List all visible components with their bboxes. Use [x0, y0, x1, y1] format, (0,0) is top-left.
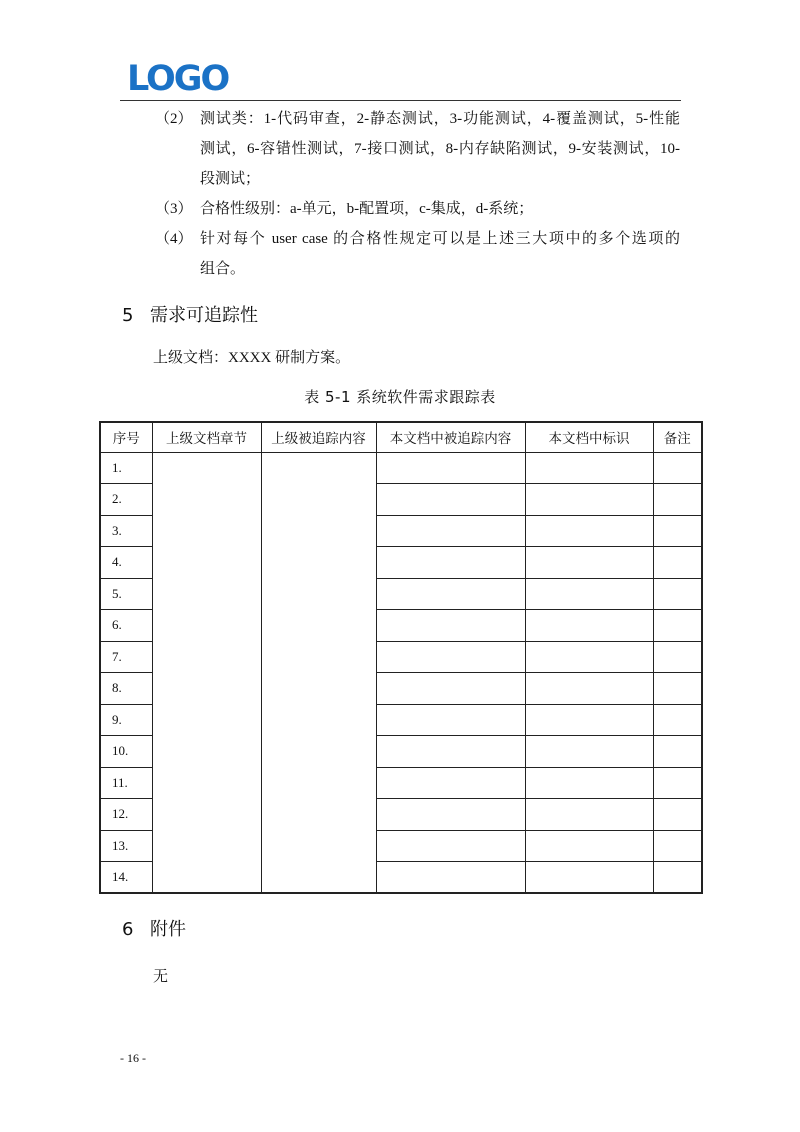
- row-number: 7.: [100, 641, 152, 673]
- cell-remark: [653, 704, 702, 736]
- row-number: 9.: [100, 704, 152, 736]
- cell-traced-content: [376, 736, 525, 768]
- row-number: 8.: [100, 673, 152, 705]
- row-number: 10.: [100, 736, 152, 768]
- cell-traced-content: [376, 547, 525, 579]
- cell-identifier: [525, 830, 653, 862]
- list-item-line: 测试类：1-代码审查，2-静态测试，3-功能测试，4-覆盖测试，5-性能: [200, 111, 680, 127]
- header-this-doc-traced-content: 本文档中被追踪内容: [376, 422, 525, 452]
- row-number: 5.: [100, 578, 152, 610]
- cell-identifier: [525, 799, 653, 831]
- cell-remark: [653, 484, 702, 516]
- logo: LOGO: [127, 59, 229, 99]
- cell-identifier: [525, 547, 653, 579]
- upper-document-paragraph: 上级文档：XXXX 研制方案。: [153, 350, 351, 366]
- cell-remark: [653, 578, 702, 610]
- cell-traced-content: [376, 452, 525, 484]
- list-item-text: [200, 194, 680, 224]
- cell-traced-content: [376, 610, 525, 642]
- list-item-line: 组合。: [200, 261, 246, 277]
- list-item-line: 段测试；: [200, 171, 261, 187]
- cell-remark: [653, 641, 702, 673]
- cell-remark: [653, 452, 702, 484]
- cell-identifier: [525, 767, 653, 799]
- row-number: 6.: [100, 610, 152, 642]
- header-seq: 序号: [100, 422, 152, 452]
- table-header-row: [100, 422, 702, 452]
- section-title: 需求可追踪性: [150, 305, 258, 326]
- cell-remark: [653, 830, 702, 862]
- list-item-line: 合格性级别：a-单元，b-配置项，c-集成，d-系统；: [200, 201, 534, 217]
- table-caption: 表 5-1 系统软件需求跟踪表: [304, 388, 496, 406]
- list-item-line: 针对每个 user case 的合格性规定可以是上述三大项中的多个选项的: [200, 231, 680, 247]
- cell-identifier: [525, 484, 653, 516]
- cell-identifier: [525, 673, 653, 705]
- section-title: 附件: [150, 919, 186, 940]
- test-criteria-list: [155, 104, 680, 284]
- requirements-trace-table: [99, 421, 703, 894]
- list-item: [155, 104, 680, 194]
- list-item: [155, 224, 680, 284]
- cell-upper-doc-section: [152, 452, 261, 893]
- table-row: [100, 452, 702, 484]
- cell-identifier: [525, 736, 653, 768]
- cell-traced-content: [376, 673, 525, 705]
- cell-remark: [653, 547, 702, 579]
- cell-identifier: [525, 641, 653, 673]
- cell-upper-traced-content: [261, 452, 376, 893]
- cell-identifier: [525, 704, 653, 736]
- header-upper-doc-section: 上级文档章节: [152, 422, 261, 452]
- row-number: 11.: [100, 767, 152, 799]
- cell-traced-content: [376, 515, 525, 547]
- section-number: 5: [122, 305, 134, 326]
- header-this-doc-identifier: 本文档中标识: [525, 422, 653, 452]
- cell-remark: [653, 610, 702, 642]
- header-rule: [120, 100, 681, 101]
- header-upper-traced-content: 上级被追踪内容: [261, 422, 376, 452]
- cell-traced-content: [376, 862, 525, 894]
- row-number: 3.: [100, 515, 152, 547]
- list-item-line: 测试，6-容错性测试，7-接口测试，8-内存缺陷测试，9-安装测试，10-: [200, 141, 680, 157]
- list-item-text: [200, 104, 680, 194]
- cell-identifier: [525, 610, 653, 642]
- list-item-marker: （4）: [155, 231, 193, 247]
- section-number: 6: [122, 919, 134, 940]
- cell-traced-content: [376, 484, 525, 516]
- row-number: 2.: [100, 484, 152, 516]
- row-number: 13.: [100, 830, 152, 862]
- list-item-text: [200, 224, 680, 284]
- row-number: 14.: [100, 862, 152, 894]
- cell-remark: [653, 515, 702, 547]
- section-5-heading: [122, 304, 258, 328]
- attachment-paragraph: 无: [153, 969, 169, 985]
- cell-remark: [653, 673, 702, 705]
- cell-identifier: [525, 515, 653, 547]
- row-number: 1.: [100, 452, 152, 484]
- cell-identifier: [525, 578, 653, 610]
- page-number: - 16 -: [120, 1051, 146, 1065]
- cell-traced-content: [376, 578, 525, 610]
- cell-remark: [653, 767, 702, 799]
- list-item-marker: （3）: [155, 201, 193, 217]
- cell-traced-content: [376, 641, 525, 673]
- cell-traced-content: [376, 799, 525, 831]
- cell-remark: [653, 736, 702, 768]
- cell-traced-content: [376, 830, 525, 862]
- cell-traced-content: [376, 704, 525, 736]
- row-number: 4.: [100, 547, 152, 579]
- cell-identifier: [525, 862, 653, 894]
- cell-remark: [653, 862, 702, 894]
- cell-remark: [653, 799, 702, 831]
- cell-identifier: [525, 452, 653, 484]
- list-item-marker: （2）: [155, 111, 193, 127]
- row-number: 12.: [100, 799, 152, 831]
- section-6-heading: [122, 918, 186, 942]
- list-item: [155, 194, 680, 224]
- cell-traced-content: [376, 767, 525, 799]
- header-remark: 备注: [653, 422, 702, 452]
